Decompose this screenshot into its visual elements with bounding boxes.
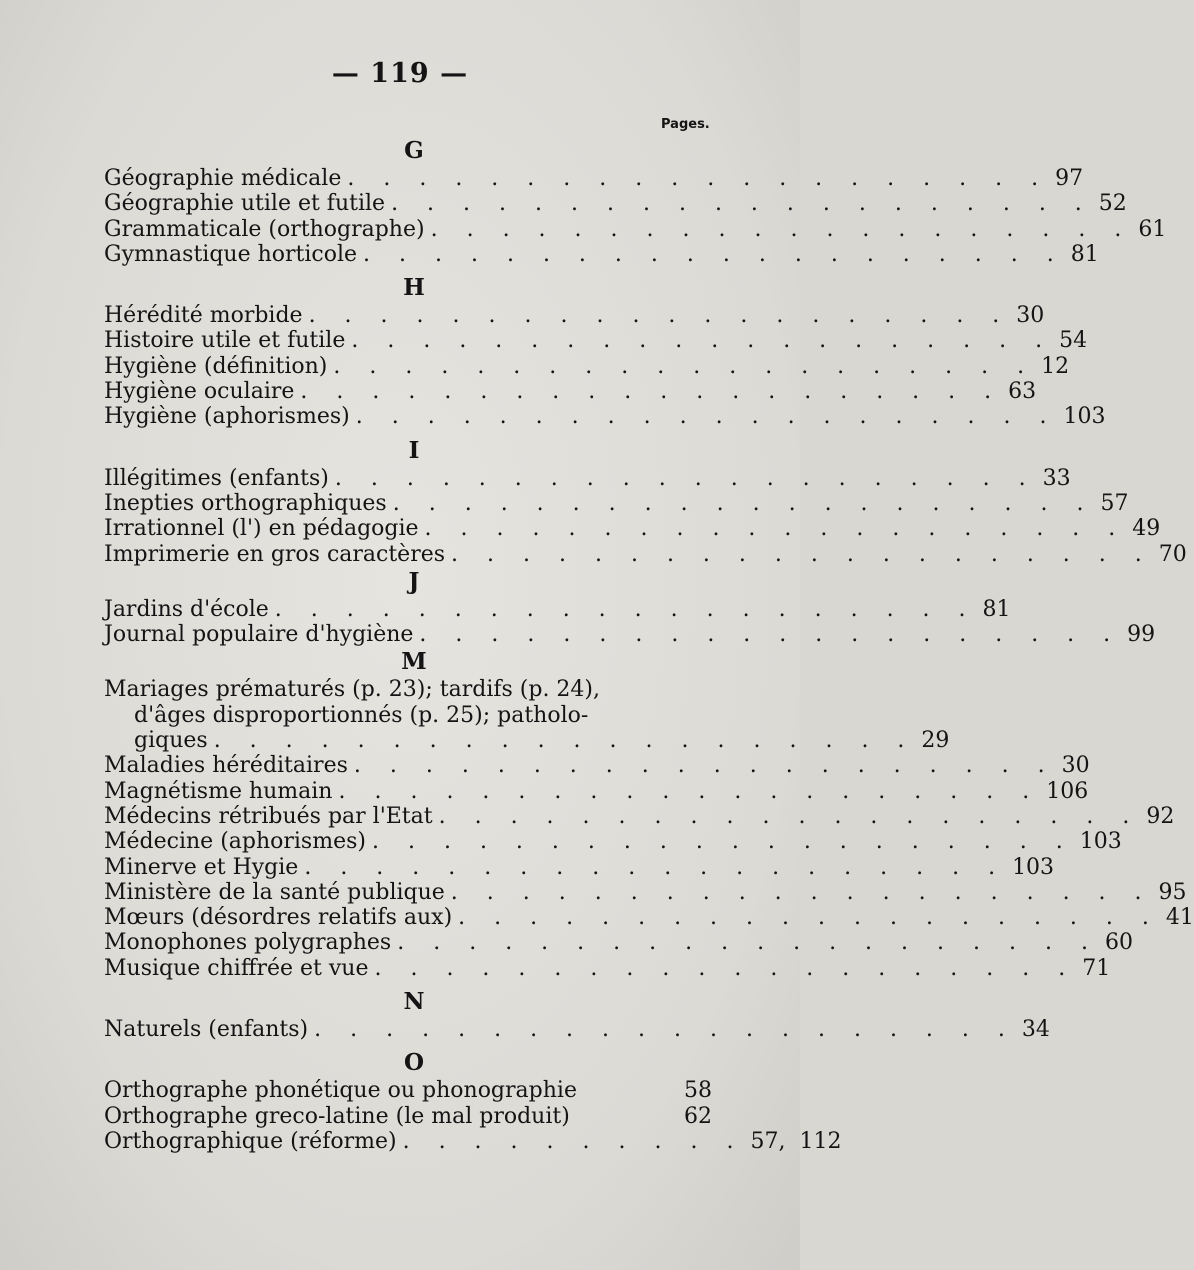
section-letter-g: G — [404, 137, 424, 164]
index-entry: Hygiène (aphorismes) . . . . . . . . . . . . . . . . . . . . 103 — [104, 404, 1106, 430]
index-entry: Monophones polygraphes . . . . . . . . . . . . . . . . . . . . 60 — [104, 930, 1133, 956]
index-entry: Hérédité morbide . . . . . . . . . . . . . . . . . . . . 30 — [104, 303, 1045, 329]
section-letter-j: J — [408, 567, 420, 595]
index-list — [104, 136, 1194, 1154]
index-entry: Inepties orthographiques . . . . . . . . . . . . . . . . . . . . 57 — [104, 490, 1129, 516]
index-entry: Journal populaire d'hygiène . . . . . . . . . . . . . . . . . . . . 99 — [104, 622, 1156, 648]
section-letter-o: O — [403, 1049, 425, 1077]
index-entry: Médecins rétribués par l'Etat . . . . . . . . . . . . . . . . . . . . 92 — [104, 803, 1175, 829]
index-entry-multiline-line3: giques . . . . . . . . . . . . . . . . . . . . 29 — [134, 728, 950, 754]
index-entry: Hygiène oculaire . . . . . . . . . . . . . . . . . . . . 63 — [104, 379, 1037, 405]
index-entry: Grammaticale (orthographe) . . . . . . . . . . . . . . . . . . . . 61 — [104, 216, 1167, 242]
index-entry: Magnétisme humain . . . . . . . . . . . . . . . . . . . . 106 — [104, 778, 1089, 804]
index-entry: Jardins d'école . . . . . . . . . . . . . . . . . . . . 81 — [104, 596, 1011, 622]
section-letter-m: M — [401, 648, 427, 676]
index-entry: Médecine (aphorismes) . . . . . . . . . . . . . . . . . . . . 103 — [104, 829, 1122, 855]
index-entry: Géographie médicale . . . . . . . . . . . . . . . . . . . . 97 — [104, 166, 1084, 191]
index-entry: Gymnastique horticole . . . . . . . . . . . . . . . . . . . . 81 — [104, 241, 1099, 267]
index-entry: Musique chiffrée et vue . . . . . . . . . . . . . . . . . . . . 71 — [104, 955, 1111, 981]
index-entry: Orthographe greco-latine (le mal produit) 62 — [104, 1103, 712, 1129]
index-entry: Naturels (enfants) . . . . . . . . . . . . . . . . . . . . 34 — [104, 1017, 1050, 1043]
index-entry: Hygiène (définition) . . . . . . . . . . . . . . . . . . . . 12 — [104, 353, 1070, 379]
index-entry: Orthographe phonétique ou phonographie 58 — [104, 1078, 712, 1104]
index-entry: Minerve et Hygie . . . . . . . . . . . . . . . . . . . . 103 — [104, 854, 1055, 880]
index-entry-multiline-line2: d'âges disproportionnés (p. 25); patholo- — [134, 702, 589, 728]
index-entry: Ministère de la santé publique . . . . . . . . . . . . . . . . . . . . 95 — [104, 879, 1187, 905]
index-entry: Maladies héréditaires . . . . . . . . . . . . . . . . . . . . 30 — [104, 753, 1090, 779]
index-entry: Irrationnel (l') en pédagogie . . . . . . . . . . . . . . . . . . . . 49 — [104, 516, 1161, 542]
section-letter-i: I — [408, 436, 420, 464]
page-number: — 119 — — [331, 58, 469, 89]
index-entry-multiline-line1: Mariages prématurés (p. 23); tardifs (p. 24), — [104, 677, 600, 703]
section-letter-n: N — [403, 988, 425, 1016]
pages-column-label: Pages. — [661, 117, 710, 132]
section-letter-h: H — [403, 274, 425, 302]
index-entry: Géographie utile et futile . . . . . . . . . . . . . . . . . . . . 52 — [104, 191, 1127, 217]
index-entry: Mœurs (désordres relatifs aux) . . . . . . . . . . . . . . . . . . . . 41 — [104, 905, 1194, 931]
index-entry: Imprimerie en gros caractères . . . . . . . . . . . . . . . . . . . . 70 — [104, 541, 1187, 567]
index-entry: Histoire utile et futile . . . . . . . . . . . . . . . . . . . . 54 — [104, 328, 1088, 354]
index-entry: Illégitimes (enfants) . . . . . . . . . . . . . . . . . . . . 33 — [104, 465, 1071, 491]
index-entry: Orthographique (réforme) . . . . . . . . . . 57, 112 — [104, 1128, 842, 1154]
